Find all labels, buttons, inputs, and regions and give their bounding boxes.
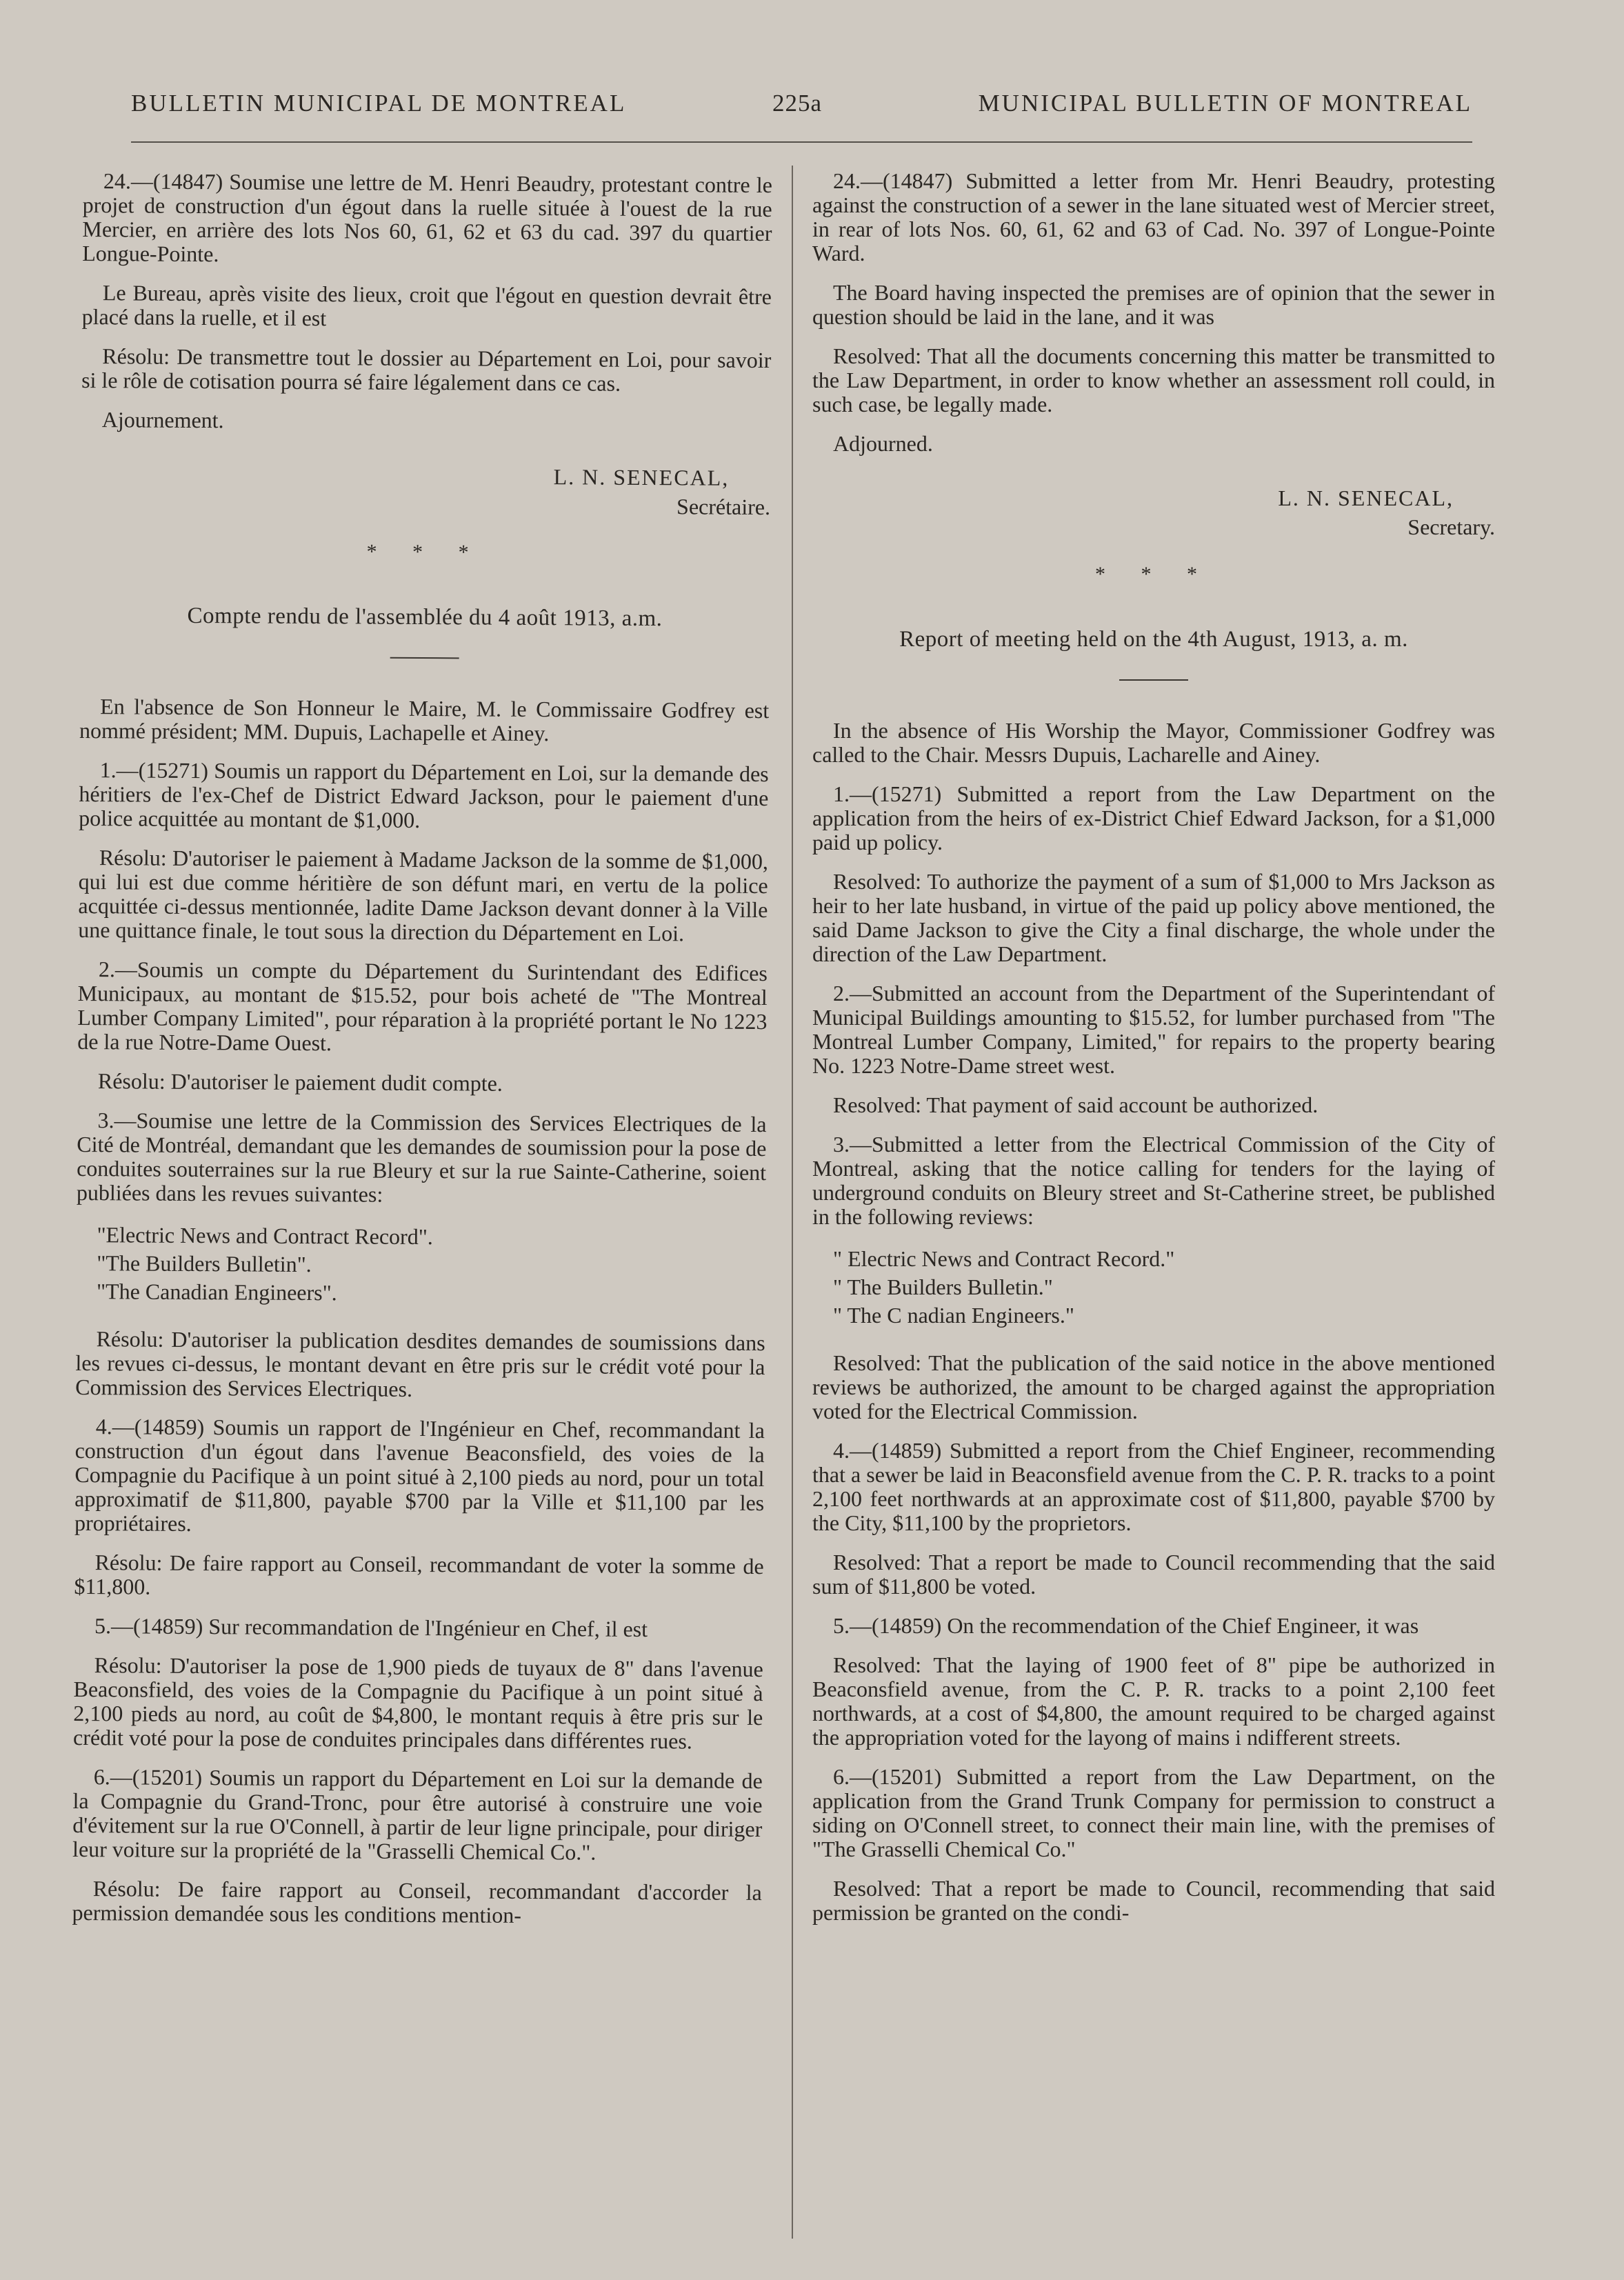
- paragraph: Résolu: D'autoriser le paiement à Madame Jackson de la somme de $1,000, qui lui est due comme héritière de son défunt mari, en vertu de la police acquittée ci-dessus mentionnée, ladite Dame Jackson devant donner à la Ville une quittance finale, le tout sous la direction du Département en Loi.: [78, 845, 768, 946]
- paragraph: Resolved: That the laying of 1900 feet of 8" pipe be authorized in Beaconsfield avenue, from the C. P. R. tracks to a point 2,100 feet northwards, at a cost of $4,800, the amount required to be charged against the appropriation voted for the layong of mains i ndifferent streets.: [812, 1652, 1495, 1750]
- english-column: [812, 169, 1495, 1940]
- paragraph: Resolved: That a report be made to Council recommending that the said sum of $11,800 be voted.: [812, 1550, 1495, 1599]
- short-rule: [390, 657, 459, 659]
- review-list: [812, 1247, 1495, 1328]
- paragraph: 24.—(14847) Submitted a letter from Mr. Henri Beaudry, protesting against the construction of a sewer in the lane situated west of Mercier street, in rear of lots Nos. 60, 61, 62 and 63 of Cad. No. 397 of Longue-Pointe Ward.: [812, 168, 1495, 266]
- signature-block: [812, 483, 1495, 541]
- paragraph: Resolved: That a report be made to Council, recommending that said permission be granted on the condi-: [812, 1876, 1495, 1925]
- header-rule: [131, 141, 1472, 143]
- paragraph: 3.—Submitted a letter from the Electrical Commission of the City of Montreal, asking that the notice calling for tenders for the laying of underground conduits on Bleury street and St-Catherine street, be published in the following reviews:: [812, 1132, 1495, 1229]
- paragraph: Résolu: De faire rapport au Conseil, recommandant d'accorder la permission demandée sous les conditions mention-: [72, 1876, 762, 1928]
- signature-title: Secrétaire.: [676, 494, 771, 520]
- report-title: Compte rendu de l'assemblée du 4 août 1913, a.m.: [187, 603, 663, 632]
- adjournment: Adjourned.: [833, 431, 933, 456]
- section-stars: * * *: [1095, 563, 1212, 586]
- paragraph: 5.—(14859) Sur recommandation de l'Ingénieur en Chef, il est: [94, 1613, 648, 1642]
- list-item: " The C nadian Engineers.": [833, 1303, 1074, 1328]
- column-divider: [792, 166, 793, 2239]
- list-item: " The Builders Bulletin.": [833, 1274, 1053, 1299]
- report-title: Report of meeting held on the 4th August, 1913, a. m.: [899, 627, 1408, 652]
- signature-title: Secretary.: [1407, 514, 1495, 539]
- signature-block: [81, 459, 770, 521]
- paragraph: Résolu: De transmettre tout le dossier au Département en Loi, pour savoir si le rôle de cotisation pourra sé faire légalement dans ce cas.: [81, 343, 772, 396]
- adjournment: Ajournement.: [101, 407, 224, 433]
- list-item: "The Canadian Engineers".: [96, 1279, 337, 1306]
- paragraph: En l'absence de Son Honneur le Maire, M. le Commissaire Godfrey est nommé président; MM. Dupuis, Lachapelle et Ainey.: [79, 694, 770, 746]
- list-item: "The Builders Bulletin".: [97, 1250, 312, 1277]
- paragraph: 24.—(14847) Soumise une lettre de M. Henri Beaudry, protestant contre le projet de construction d'un égout dans la ruelle située à l'ouest de la rue Mercier, en arrière des lots Nos 60, 61, 62 et 63 du cad. 397 du quartier Longue-Pointe.: [82, 168, 772, 267]
- paragraph: Resolved: That payment of said account be authorized.: [833, 1092, 1319, 1117]
- paragraph: Le Bureau, après visite des lieux, croit que l'égout en question devrait être placé dans la ruelle, et il est: [81, 280, 772, 331]
- paragraph: 6.—(15201) Soumis un rapport du Département en Loi sur la demande de la Compagnie du Grand-Tronc, pour être autorisé à construire une voie d'évitement sur la rue O'Connell, à partir de leur ligne principale, pour diriger leur voiture sur la propriété de la "Grasselli Chemical Co.".: [72, 1764, 763, 1865]
- paragraph: In the absence of His Worship the Mayor, Commissioner Godfrey was called to the Chair. Messrs Dupuis, Lacharelle and Ainey.: [812, 718, 1495, 767]
- header-english-title: MUNICIPAL BULLETIN OF MONTREAL: [978, 90, 1472, 117]
- page-number: 225a: [772, 90, 823, 117]
- paragraph: 4.—(14859) Submitted a report from the Chief Engineer, recommending that a sewer be laid in Beaconsfield avenue from the C. P. R. tracks to a point 2,100 feet northwards at an approximate cost of $11,800, payable $700 by the City, $11,100 by the proprietors.: [812, 1438, 1495, 1535]
- running-header: [131, 90, 1472, 131]
- paragraph: 5.—(14859) On the recommendation of the Chief Engineer, it was: [833, 1613, 1419, 1638]
- paragraph: Résolu: D'autoriser le paiement dudit compte.: [97, 1068, 503, 1096]
- signature-name: L. N. SENECAL,: [1278, 486, 1454, 510]
- paragraph: Résolu: D'autoriser la publication desdites demandes de soumissions dans les revues ci-dessus, le montant devant en être pris sur le crédit voté pour la Commission des Services Electriques.: [75, 1326, 765, 1401]
- paragraph: Resolved: To authorize the payment of a sum of $1,000 to Mrs Jackson as heir to her late husband, in virtue of the paid up policy above mentioned, the said Dame Jackson to give the City a final discharge, the whole under the direction of the Law Department.: [812, 869, 1495, 966]
- paragraph: 1.—(15271) Submitted a report from the Law Department on the application from the heirs of ex-District Chief Edward Jackson, for a $1,000 paid up policy.: [812, 781, 1495, 854]
- paragraph: 6.—(15201) Submitted a report from the Law Department, on the application from the Grand Trunk Company for permission to construct a siding on O'Connell street, to connect their main line, with the premises of "The Grasselli Chemical Co.": [812, 1764, 1495, 1861]
- short-rule: [1119, 679, 1188, 681]
- paragraph: 3.—Soumise une lettre de la Commission des Services Electriques de la Cité de Montréal, demandant que les demandes de soumission pour la pose de conduites souterraines sur la rue Bleury et sur la rue Sainte-Catherine, soient publiées dans les revues suivantes:: [76, 1108, 767, 1207]
- list-item: "Electric News and Contract Record".: [97, 1222, 433, 1250]
- paragraph: 4.—(14859) Soumis un rapport de l'Ingénieur en Chef, recommandant la construction d'un égout dans l'avenue Beaconsfield, des voies de la Compagnie du Pacifique à un point situé à 2,100 pieds au nord, pour un total approximatif de $11,800, payable $700 par la Ville et $11,100 par les propriétaires.: [74, 1414, 765, 1536]
- paragraph: 2.—Soumis un compte du Département du Surintendant des Edifices Municipaux, au montant de $15.52, pour bois acheté de "The Montreal Lumber Company Limited", pour réparation à la propriété portant le No 1223 de la rue Notre-Dame Ouest.: [77, 957, 768, 1056]
- section-stars: * * *: [366, 540, 484, 564]
- paragraph: Résolu: De faire rapport au Conseil, recommandant de voter la somme de $11,800.: [74, 1550, 764, 1599]
- paragraph: Resolved: That the publication of the said notice in the above mentioned reviews be authorized, the amount to be charged against the appropriation voted for the Electrical Commission.: [812, 1350, 1495, 1423]
- list-item: " Electric News and Contract Record.": [833, 1246, 1175, 1271]
- paragraph: 2.—Submitted an account from the Department of the Superintendant of Municipal Buildings amounting to $15.52, for lumber purchased from "The Montreal Lumber Company, Limited," for repairs to the property bearing No. 1223 Notre-Dame street west.: [812, 981, 1495, 1078]
- signature-name: L. N. SENECAL,: [553, 464, 730, 490]
- paragraph: The Board having inspected the premises are of opinion that the sewer in question should be laid in the lane, and it was: [812, 280, 1495, 329]
- header-french-title: BULLETIN MUNICIPAL DE MONTREAL: [131, 90, 627, 117]
- french-column: [72, 169, 772, 1944]
- paragraph: 1.—(15271) Soumis un rapport du Département en Loi, sur la demande des héritiers de l'ex-Chef de District Edward Jackson, pour le paiement d'une police acquittée au montant de $1,000.: [79, 757, 769, 833]
- paragraph: Résolu: D'autoriser la pose de 1,900 pieds de tuyaux de 8" dans l'avenue Beaconsfield, des voies de la Compagnie du Pacifique à un point situé à 2,100 pieds au nord, au coût de $4,800, le montant requis à être pris sur le crédit voté pour la pose de conduites principales dans différentes rues.: [72, 1652, 763, 1754]
- paragraph: Resolved: That all the documents concerning this matter be transmitted to the Law Department, in order to know whether an assessment roll could, in such case, be legally made.: [812, 343, 1495, 417]
- review-list: [76, 1223, 766, 1308]
